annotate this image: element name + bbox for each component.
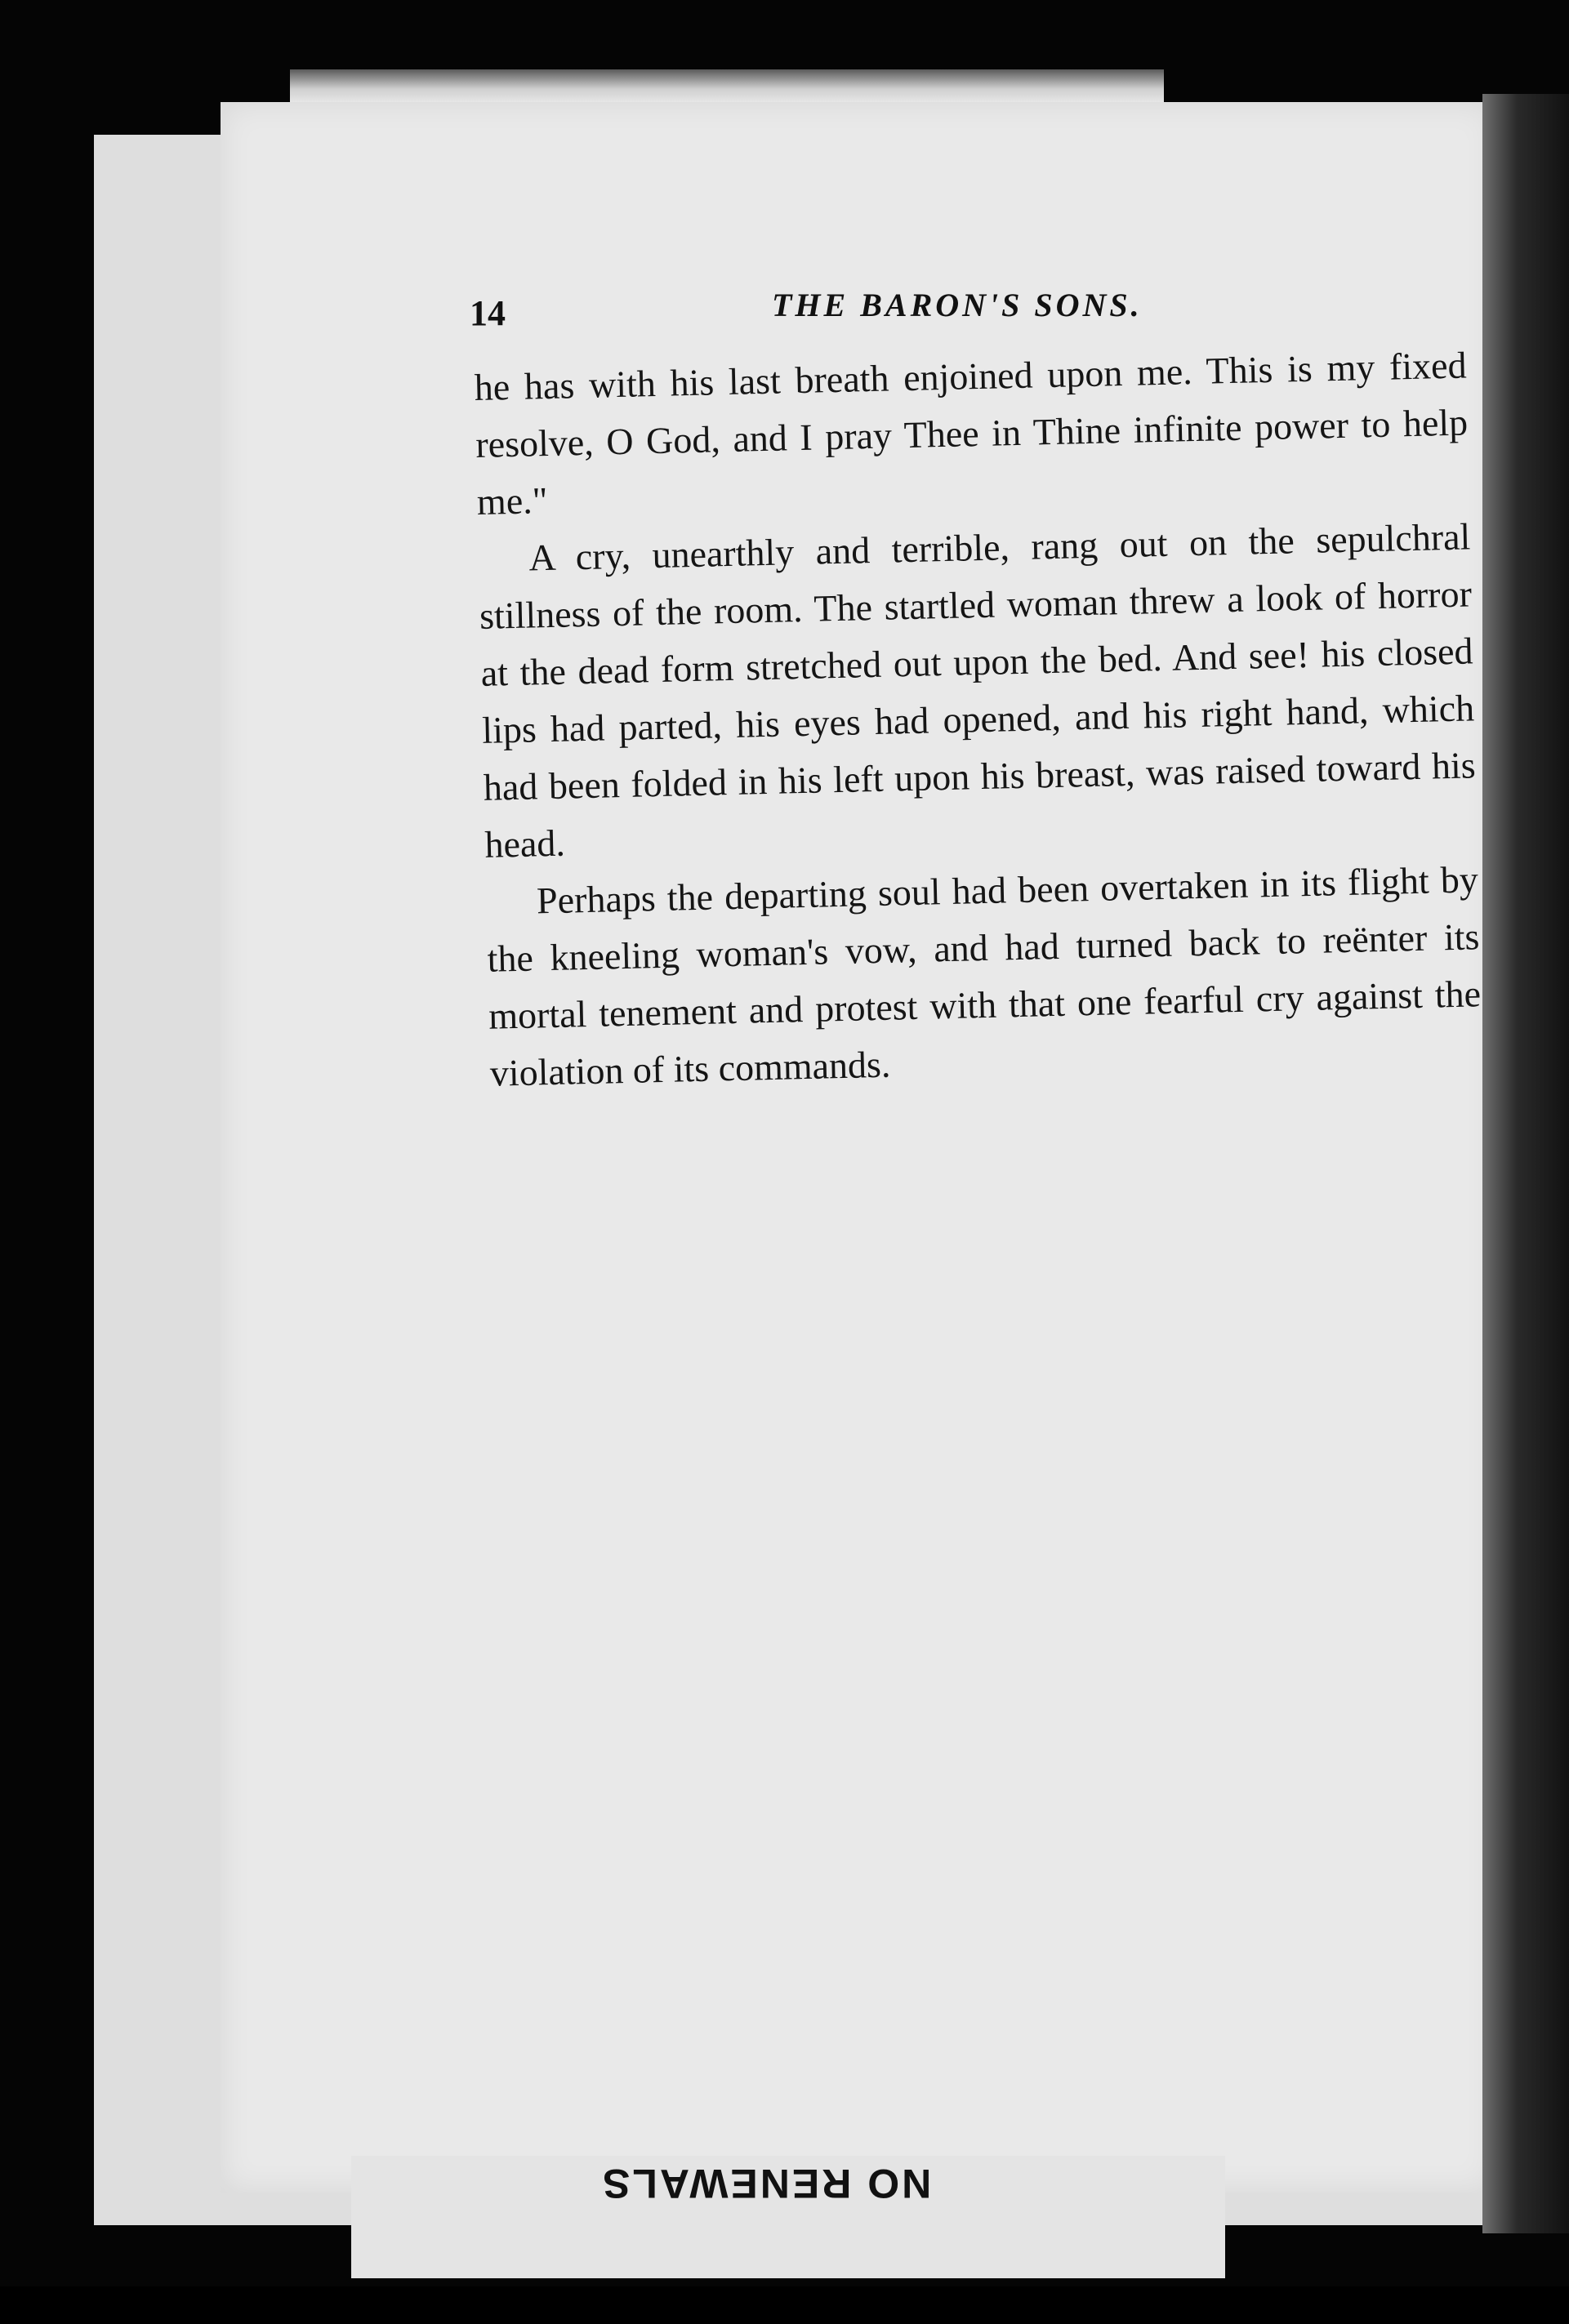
body-text [474,336,1482,1102]
right-page-edge [1482,94,1569,2233]
paragraph-continuation: he has with his last breath enjoined upon me. This is my fixed resolve, O God, and I pray Thee in Thine infinite power to help me." [474,344,1469,523]
running-head [470,286,1474,343]
paragraph: Perhaps the departing soul had been overtaken in its flight by the kneeling woman's vow, and had turned back to reënter its mortal tenement and protest with that one fearful cry against the violation of its commands. [487,858,1482,1094]
page-number: 14 [470,293,506,333]
paragraph: A cry, unearthly and terrible, rang out on the sepulchral stillness of the room. The startled woman threw a look of horror at the dead form stretched out upon the bed. And see! his closed lips had parted, his eyes had opened, and his right hand, which had been folded in his left upon his breast, was raised toward his head. [479,515,1477,866]
top-page-edge [290,69,1164,102]
running-title: THE BARON'S SONS. [772,287,1143,323]
library-stamp: NO RENEWALS [600,2161,932,2206]
bottom-edge [0,2286,1569,2324]
